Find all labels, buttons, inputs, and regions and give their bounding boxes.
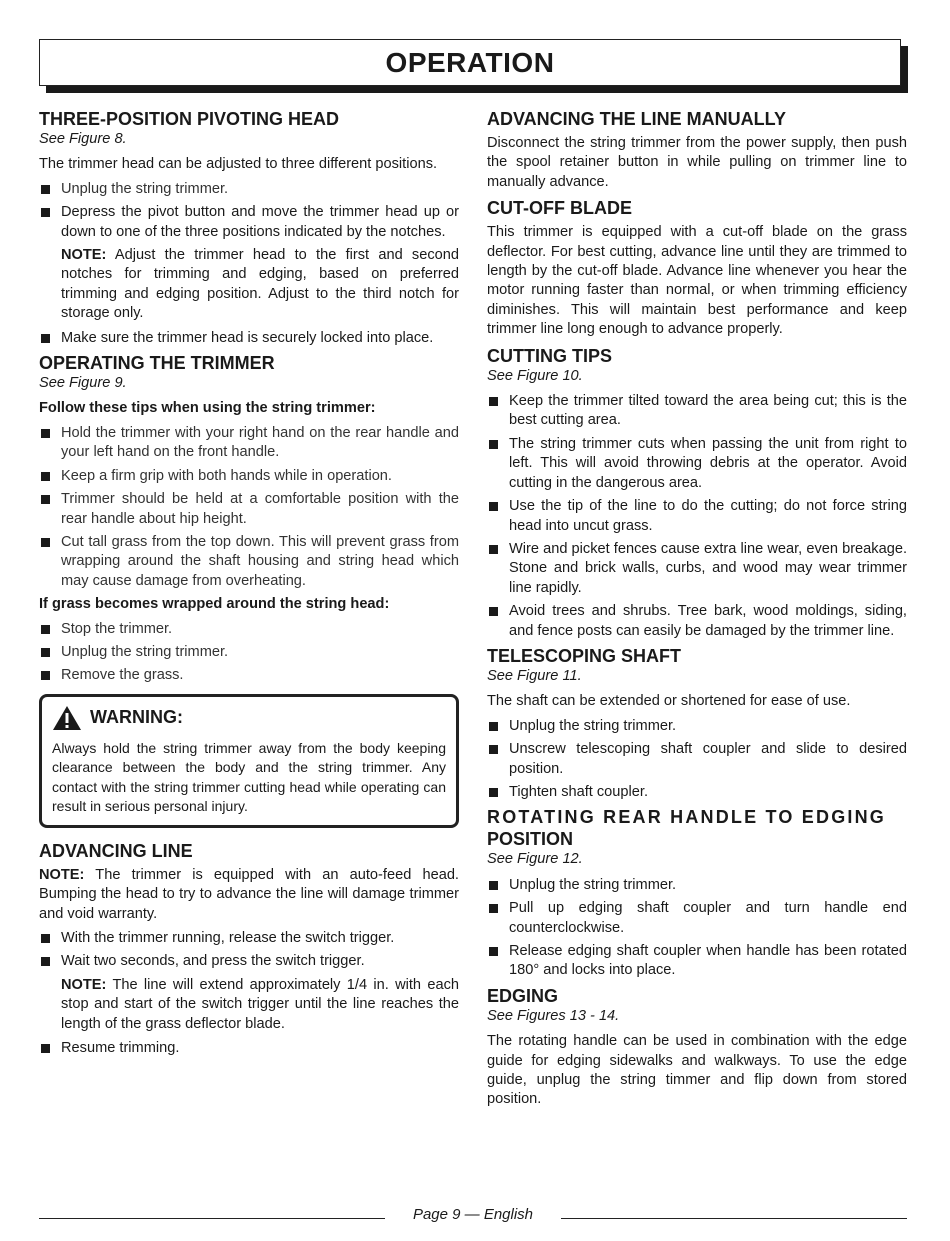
note [39,246,459,324]
list-item [39,929,459,948]
bullet-square-icon [489,502,498,511]
bullet-list [39,620,459,686]
bullet-square-icon [41,1044,50,1053]
bullet-square-icon [489,440,498,449]
section-heading-pivoting-head: THREE-POSITION PIVOTING HEAD [39,109,340,129]
list-item-text: Unplug the string trimmer. [509,876,677,893]
paragraph: This trimmer is equipped with a cut-off blade on the grass deflector. For best cutting, advance line until they are trimmed to length by the cut-off blade. Advance line whenever you hear the motor running faster than normal, or when trimming efficiency diminishes. This will maintain best performance and keep trimmer line long enough to advance properly. [487,224,907,338]
bullet-square-icon [41,495,50,504]
footer-rule-right [561,1218,907,1219]
list-item [39,620,459,639]
list-item-text: Trimmer should be held at a comfortable position with the rear handle about hip height. [61,491,459,527]
bullet-square-icon [489,745,498,754]
bullet-square-icon [489,788,498,797]
figure-reference: See Figure 10. [487,367,583,384]
figure-reference: See Figure 12. [487,851,583,868]
list-item [39,467,459,486]
bullet-square-icon [41,648,50,657]
note [39,976,459,1034]
list-item-text: Tighten shaft coupler. [509,783,648,800]
page-number: Page 9 — English [412,1206,534,1223]
note-label: NOTE: [61,247,107,264]
right-column [487,108,907,1115]
list-item-text: Wait two seconds, and press the switch trigger. [61,953,365,970]
list-item [487,717,907,736]
list-item [39,203,459,242]
subheading: Follow these tips when using the string trimmer: [39,400,376,417]
warning-box [39,694,459,828]
bullet-square-icon [41,334,50,343]
section-heading-edging: EDGING [487,985,559,1006]
list-item-text: With the trimmer running, release the switch trigger. [61,929,395,946]
list-item [487,740,907,779]
warning-triangle-icon [52,705,82,731]
note-text: The line will extend approximately 1/4 in. with each stop and start of the switch trigger until the line reaches the length of the grass deflector blade. [61,976,459,1032]
list-item-text: Keep the trimmer tilted toward the area being cut; this is the best cutting area. [509,393,907,429]
list-item [39,1039,459,1058]
list-item [487,942,907,981]
section-heading-rotating-handle: ROTATING REAR HANDLE TO EDGING [487,807,886,828]
list-item-text: Remove the grass. [61,667,184,684]
bullet-square-icon [41,934,50,943]
bullet-list [487,392,907,641]
section-heading-telescoping-shaft: TELESCOPING SHAFT [487,645,682,666]
paragraph: The shaft can be extended or shortened for ease of use. [487,693,851,710]
list-item-text: The string trimmer cuts when passing the unit from right to left. This will avoid throwing debris at the operator. Avoid cutting in the dangerous area. [509,435,907,491]
list-item-text: Unplug the string trimmer. [61,180,229,197]
left-column [39,108,459,1062]
list-item [39,180,459,199]
list-item [39,666,459,685]
list-item-text: Keep a firm grip with both hands while in operation. [61,467,392,484]
bullet-list [39,180,459,242]
bullet-square-icon [41,671,50,680]
list-item [39,490,459,529]
bullet-square-icon [489,904,498,913]
list-item-text: Unplug the string trimmer. [509,717,677,734]
list-item-text: Wire and picket fences cause extra line wear, even breakage. Stone and brick walls, curbs, and wood may wear trimmer line rapidly. [509,540,907,596]
list-item [39,533,459,591]
paragraph: The rotating handle can be used in combination with the edge guide for edging sidewalks and walkways. To use the edge guide, unplug the string timmer and flip down from stored position. [487,1033,907,1108]
warning-text: Always hold the string trimmer away from the body keeping clearance between the body and the string trimmer. Any contact with the string trimmer cutting head while operating can result in serious personal injury. [52,739,446,815]
bullet-square-icon [489,607,498,616]
list-item-text: Unscrew telescoping shaft coupler and slide to desired position. [509,741,907,777]
bullet-square-icon [489,947,498,956]
list-item-text: Avoid trees and shrubs. Tree bark, wood moldings, siding, and fence posts can easily be damaged by the trimmer line. [509,603,907,639]
figure-reference: See Figures 13 - 14. [487,1007,620,1024]
note-text: The trimmer is equipped with an auto-feed head. Bumping the head to try to advance the line will damage trimmer and void warranty. [39,866,459,922]
paragraph: Disconnect the string trimmer from the power supply, then push the spool retainer button in while pulling on trimmer line to manually advance. [487,135,907,190]
section-heading-operating-trimmer: OPERATING THE TRIMMER [39,353,275,374]
bullet-square-icon [41,957,50,966]
bullet-list [487,717,907,803]
paragraph: The trimmer head can be adjusted to three different positions. [39,156,438,173]
bullet-list [39,424,459,591]
figure-reference: See Figure 8. [39,131,127,147]
warning-title: WARNING: [90,707,183,728]
footer-rule-left [39,1218,385,1219]
list-item-text: Cut tall grass from the top down. This will prevent grass from wrapping around the shaft housing and string head which may cause damage from overheating. [61,533,459,589]
list-item [487,435,907,493]
note-label: NOTE: [61,976,107,993]
list-item-text: Release edging shaft coupler when handle has been rotated 180° and locks into place. [509,943,907,979]
note [39,866,459,924]
section-heading-advancing-manually: ADVANCING THE LINE MANUALLY [487,109,787,129]
bullet-list [487,876,907,981]
list-item [39,424,459,463]
bullet-square-icon [41,429,50,438]
section-heading-advancing-line: ADVANCING LINE [39,840,193,861]
note-text: Adjust the trimmer head to the first and second notches for trimming and edging, based on preferred trimming and edging position. Adjust to the third notch for storage only. [61,247,459,322]
list-item [39,643,459,662]
bullet-list [39,329,459,348]
list-item [487,876,907,895]
list-item [487,392,907,431]
list-item [487,602,907,641]
figure-reference: See Figure 9. [39,375,127,392]
bullet-square-icon [41,538,50,547]
bullet-square-icon [41,185,50,194]
warning-header [52,705,446,731]
bullet-square-icon [41,472,50,481]
list-item-text: Hold the trimmer with your right hand on the rear handle and your left hand on the front handle. [61,424,459,461]
list-item-text: Make sure the trimmer head is securely locked into place. [61,329,434,346]
list-item [39,329,459,348]
section-heading-cut-off-blade: CUT-OFF BLADE [487,198,632,219]
figure-reference: See Figure 11. [487,667,582,684]
list-item [487,899,907,938]
bullet-square-icon [489,397,498,406]
list-item [39,952,459,971]
list-item-text: Unplug the string trimmer. [61,643,229,660]
bullet-square-icon [489,881,498,890]
bullet-list [39,1039,459,1058]
bullet-square-icon [41,625,50,634]
section-heading-cutting-tips: CUTTING TIPS [487,345,612,366]
list-item-text: Depress the pivot button and move the trimmer head up or down to one of the three positions indicated by the notches. [61,204,459,240]
section-heading-rotating-handle-cont: POSITION [487,829,574,850]
list-item-text: Resume trimming. [61,1040,180,1056]
list-item [487,497,907,536]
list-item [487,783,907,802]
page-title: OPERATION [39,39,901,86]
list-item-text: Use the tip of the line to do the cutting; do not force string head into uncut grass. [509,498,907,534]
page-footer [39,1206,907,1226]
bullet-square-icon [489,545,498,554]
bullet-square-icon [41,208,50,217]
subheading: If grass becomes wrapped around the string head: [39,596,390,613]
note-label: NOTE: [39,866,85,883]
list-item-text: Stop the trimmer. [61,620,173,637]
list-item [487,540,907,598]
bullet-list [39,929,459,972]
bullet-square-icon [489,722,498,731]
list-item-text: Pull up edging shaft coupler and turn handle end counterclockwise. [509,900,907,936]
